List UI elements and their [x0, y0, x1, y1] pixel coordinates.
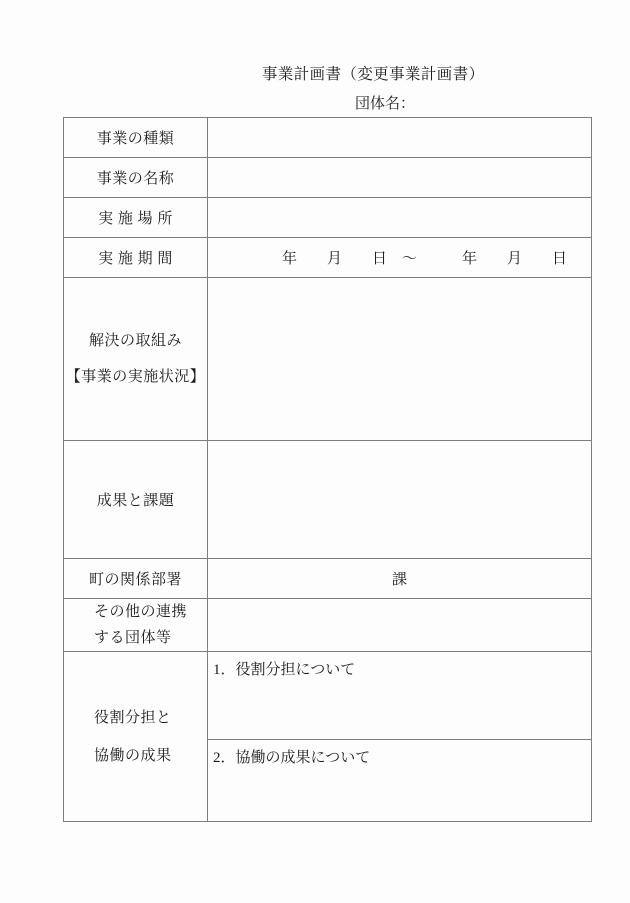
table-row	[64, 278, 592, 441]
table-row	[64, 198, 592, 238]
table-row	[64, 559, 592, 599]
label-town-department: 町の関係部署	[64, 559, 208, 599]
label-results-issues: 成果と課題	[64, 441, 208, 559]
label-other-partner-groups-line2: する団体等	[94, 630, 172, 646]
label-solution-efforts	[64, 278, 208, 441]
table-row	[64, 118, 592, 158]
page-title: 事業計画書（変更事業計画書）	[262, 66, 485, 83]
label-implementation-period: 実 施 期 間	[64, 238, 208, 278]
table-row	[64, 652, 592, 740]
field-collaboration-results[interactable]: 2．協働の成果について	[208, 740, 592, 822]
table-row	[64, 158, 592, 198]
field-solution-efforts[interactable]	[208, 278, 592, 441]
table-row	[64, 441, 592, 559]
table-row	[64, 238, 592, 278]
label-solution-efforts-line2: 【事業の実施状況】	[65, 369, 206, 385]
label-role-sharing-collaboration	[64, 652, 208, 822]
label-implementation-place: 実 施 場 所	[64, 198, 208, 238]
business-plan-table	[63, 117, 592, 822]
field-role-sharing[interactable]: 1．役割分担について	[208, 652, 592, 740]
field-business-name[interactable]	[208, 158, 592, 198]
label-business-name: 事業の名称	[64, 158, 208, 198]
field-results-issues[interactable]	[208, 441, 592, 559]
org-name-field[interactable]	[415, 97, 585, 113]
field-implementation-period[interactable]: 年 月 日 ～ 年 月 日	[208, 238, 592, 278]
field-town-department[interactable]: 課	[208, 559, 592, 599]
label-business-type: 事業の種類	[64, 118, 208, 158]
label-role-sharing-line2: 協働の成果	[94, 747, 172, 764]
org-name-label: 団体名：	[355, 96, 416, 112]
table-row	[64, 599, 592, 652]
field-business-type[interactable]	[208, 118, 592, 158]
label-other-partner-groups	[64, 599, 208, 652]
label-other-partner-groups-line1: その他の連携	[94, 604, 188, 620]
label-role-sharing-line1: 役割分担と	[94, 709, 172, 726]
field-other-partner-groups[interactable]	[208, 599, 592, 652]
org-name-line	[355, 92, 585, 113]
label-solution-efforts-line1: 解決の取組み	[88, 333, 182, 349]
field-implementation-place[interactable]	[208, 198, 592, 238]
